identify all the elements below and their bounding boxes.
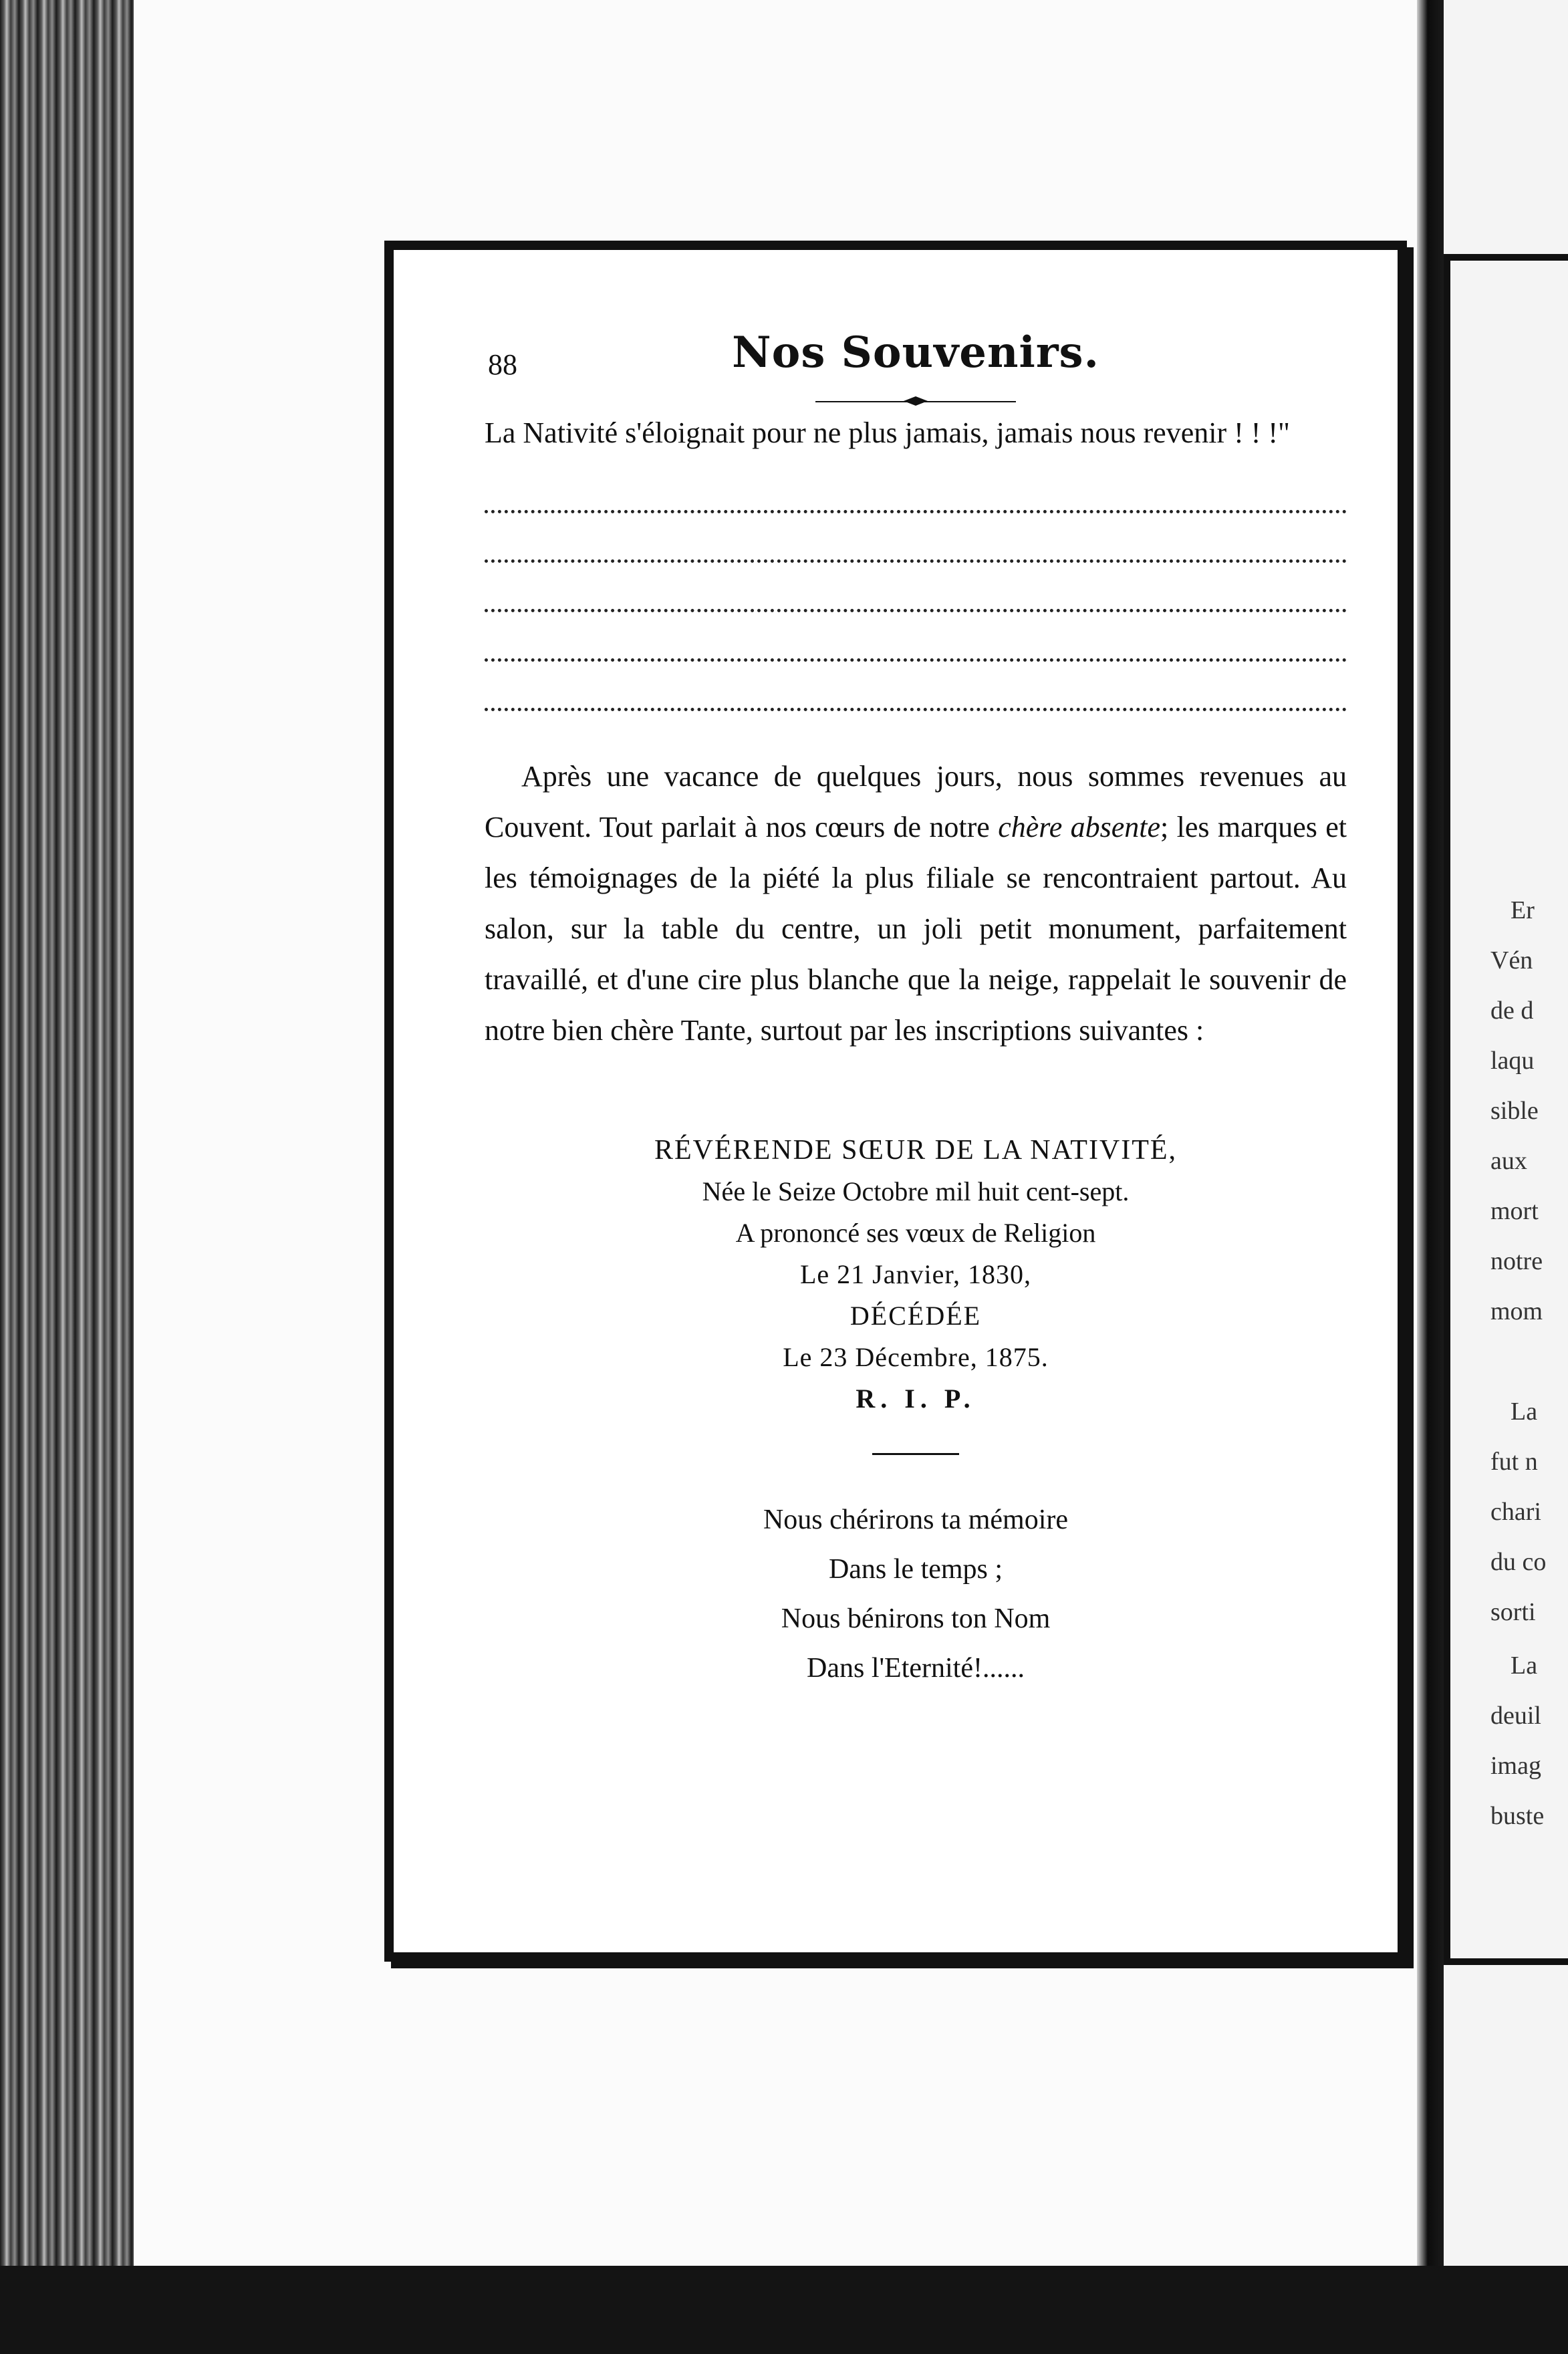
fragment: de d [1490, 997, 1534, 1025]
inscription-vows: A prononcé ses vœux de Religion [735, 1218, 1096, 1248]
dotted-line [485, 563, 1347, 612]
inscription-vows-date: Le 21 Janvier, 1830, [799, 1259, 1032, 1289]
fragment: mom [1490, 1297, 1543, 1325]
paragraph-2 [485, 751, 1347, 1056]
paragraph-2-emphasis: chère absente [998, 811, 1161, 843]
running-title: Nos Souvenirs. [732, 328, 1099, 378]
memorial-inscription [485, 1130, 1347, 1420]
memorial-verse [485, 1495, 1347, 1693]
dotted-lines [485, 464, 1347, 711]
fragment: aux [1490, 1147, 1527, 1175]
page-number: 88 [488, 348, 517, 381]
fragment: imag [1490, 1752, 1541, 1780]
page-content [485, 314, 1347, 1693]
dotted-line [485, 464, 1347, 513]
adjacent-page-frame [1444, 254, 1568, 1965]
fragment: sorti [1490, 1598, 1536, 1626]
inscription-birth: Née le Seize Octobre mil huit cent-sept. [702, 1176, 1130, 1206]
fragment: notre [1490, 1247, 1543, 1275]
dotted-line [485, 612, 1347, 662]
adjacent-page [1444, 0, 1568, 2266]
inscription-death-date: Le 23 Décembre, 1875. [783, 1342, 1049, 1372]
paragraph-2-end: ; les marques et les témoignages de la piété la plus filiale se rencontraient partout. Au salon, sur la table du centre, un joli petit monument, parfaitement travaillé, et d'une cire plus blanche que la neige, rappelait le souvenir de notre bien chère Tante, surtout par les inscriptions suivantes : [485, 811, 1347, 1047]
verse-line: Dans l'Eternité!...... [807, 1653, 1025, 1684]
fragment: deuil [1490, 1702, 1541, 1730]
inscription-deceased: DÉCÉDÉE [850, 1301, 982, 1331]
fragment: du co [1490, 1548, 1547, 1576]
fragment: mort [1490, 1197, 1539, 1225]
fragment: La [1511, 1398, 1538, 1426]
inscription-name: RÉVÉRENDE SŒUR DE LA NATIVITÉ, [654, 1135, 1178, 1166]
fragment: La [1511, 1652, 1538, 1680]
fragment: buste [1490, 1802, 1545, 1830]
verse-line: Dans le temps ; [828, 1554, 1003, 1585]
fragment: chari [1490, 1498, 1541, 1526]
fragment: sible [1490, 1097, 1539, 1125]
scan-bottom-edge [0, 2266, 1568, 2354]
paragraph-1: La Nativité s'éloignait pour ne plus jamais, jamais nous revenir ! ! !" [485, 416, 1291, 449]
book-spine [0, 0, 134, 2354]
dotted-line [485, 513, 1347, 563]
page-gutter [1417, 0, 1444, 2266]
inscription-rip: R. I. P. [856, 1384, 976, 1414]
paragraph-2-start: Après une vacance de quelques jours, nous sommes revenues au Couvent. Tout parlait à nos cœurs de notre [485, 760, 1347, 843]
verse-line: Nous chérirons ta mémoire [763, 1505, 1069, 1535]
dotted-line [485, 662, 1347, 711]
fragment: Er [1511, 896, 1535, 924]
section-rule [872, 1453, 959, 1455]
fragment: laqu [1490, 1047, 1535, 1075]
fragment: fut n [1490, 1448, 1538, 1476]
fragment: Vén [1490, 946, 1533, 974]
verse-line: Nous bénirons ton Nom [781, 1603, 1051, 1634]
page-header [485, 314, 1347, 401]
